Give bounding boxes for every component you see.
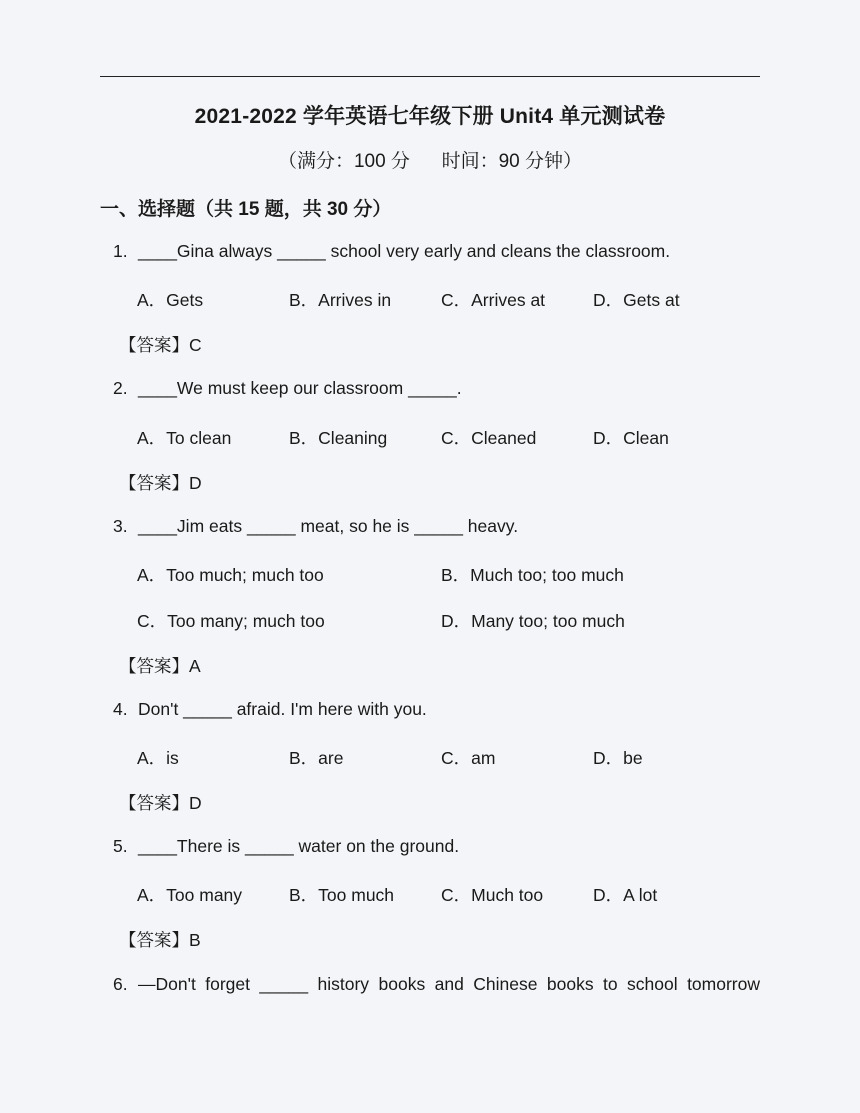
option-d: D．Gets at — [593, 290, 680, 310]
option-a: A．Gets — [137, 290, 204, 310]
question-number: 5. — [113, 836, 128, 856]
question-text: ____Gina always _____ school very early and cleans the classroom. — [138, 241, 671, 261]
answer-label: 【答案】C — [119, 335, 202, 355]
question-text: ____Jim eats _____ meat, so he is _____ heavy. — [138, 516, 519, 536]
option-a: A．Too many — [137, 885, 243, 905]
option-c: C．am — [441, 748, 496, 768]
option-d: D．A lot — [593, 885, 658, 905]
option-b: B．Much too; too much — [441, 565, 624, 585]
option-d: D．Many too; too much — [441, 611, 625, 631]
option-a: A．To clean — [137, 428, 232, 448]
option-b: B．Too much — [289, 885, 395, 905]
question-text: ____We must keep our classroom _____. — [138, 378, 462, 398]
option-c: C．Too many; much too — [137, 611, 325, 631]
option-a: A．is — [137, 748, 179, 768]
question-text: —Don't forget _____ history books and Chinese books to school tomorrow — [138, 974, 760, 994]
question-number: 2. — [113, 378, 128, 398]
option-c: C．Arrives at — [441, 290, 546, 310]
option-b: B．Arrives in — [289, 290, 392, 310]
question-number: 6. — [113, 974, 128, 994]
question-text: Don't _____ afraid. I'm here with you. — [138, 699, 427, 719]
option-d: D．be — [593, 748, 643, 768]
page-title: 2021-2022 学年英语七年级下册 Unit4 单元测试卷 — [194, 105, 666, 128]
question-number: 3. — [113, 516, 128, 536]
option-c: C．Much too — [441, 885, 544, 905]
answer-label: 【答案】D — [119, 793, 202, 813]
question-number: 4. — [113, 699, 128, 719]
answer-label: 【答案】B — [119, 930, 201, 950]
option-c: C．Cleaned — [441, 428, 537, 448]
page-subtitle: （满分：100 分 时间：90 分钟） — [277, 151, 583, 172]
header-rule — [100, 76, 760, 77]
answer-label: 【答案】D — [119, 473, 202, 493]
option-b: B．are — [289, 748, 344, 768]
question-text: ____There is _____ water on the ground. — [138, 836, 460, 856]
section-heading: 一、选择题（共 15 题，共 30 分） — [100, 199, 392, 220]
question-number: 1. — [113, 241, 128, 261]
option-b: B．Cleaning — [289, 428, 388, 448]
option-a: A．Too much; much too — [137, 565, 324, 585]
option-d: D．Clean — [593, 428, 669, 448]
answer-label: 【答案】A — [119, 656, 201, 676]
